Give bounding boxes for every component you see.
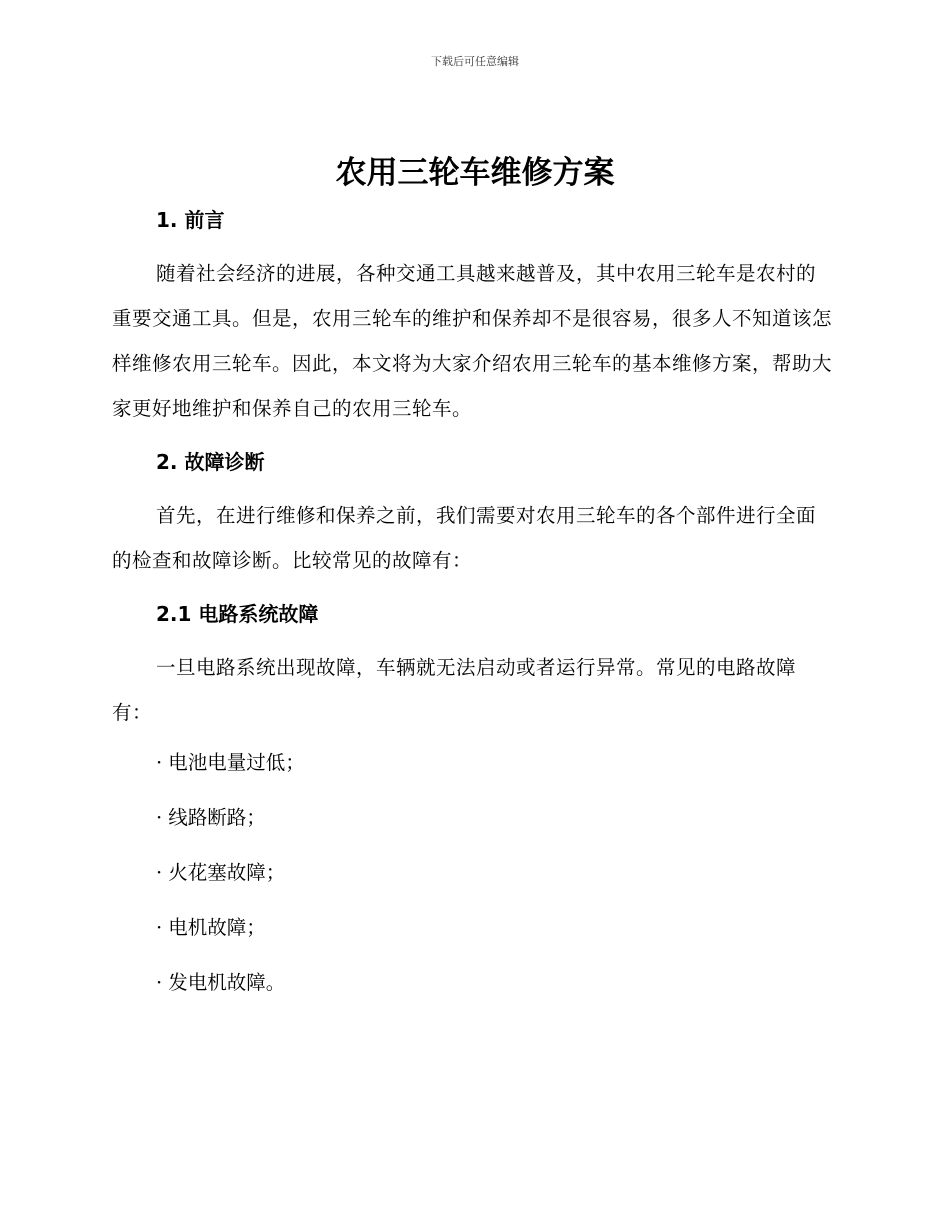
bullet-icon: · <box>156 971 163 994</box>
bullet-icon: · <box>156 861 163 884</box>
section-paragraph-circuit-fault: 一旦电路系统出现故障，车辆就无法启动或者运行异常。常见的电路故障有： <box>112 656 797 724</box>
section-heading-circuit-fault: 2.1 电路系统故障 <box>156 602 319 626</box>
list-item-text: 火花塞故障； <box>168 861 286 884</box>
bullet-icon: · <box>156 751 163 774</box>
section-heading-preface: 1. 前言 <box>156 208 225 232</box>
list-item <box>112 790 832 845</box>
list-item <box>112 735 832 790</box>
list-item-text: 线路断路； <box>168 806 266 829</box>
section-heading-diagnosis: 2. 故障诊断 <box>156 450 265 474</box>
list-item <box>112 955 832 1010</box>
fault-list <box>112 735 832 1010</box>
document-body <box>112 198 832 1010</box>
section-paragraph-diagnosis: 首先，在进行维修和保养之前，我们需要对农用三轮车的各个部件进行全面的检查和故障诊断。比较常见的故障有： <box>112 504 817 572</box>
list-item <box>112 900 832 955</box>
list-item <box>112 845 832 900</box>
document-title: 农用三轮车维修方案 <box>335 155 615 191</box>
section-paragraph-preface: 随着社会经济的进展，各种交通工具越来越普及，其中农用三轮车是农村的重要交通工具。但是，农用三轮车的维护和保养却不是很容易，很多人不知道该怎样维修农用三轮车。因此，本文将为大家介绍农用三轮车的基本维修方案，帮助大家更好地维护和保养自己的农用三轮车。 <box>112 262 833 420</box>
bullet-icon: · <box>156 916 163 939</box>
list-item-text: 电机故障； <box>168 916 266 939</box>
list-item-text: 电池电量过低； <box>168 751 305 774</box>
bullet-icon: · <box>156 806 163 829</box>
list-item-text: 发电机故障。 <box>168 971 286 994</box>
header-note: 下载后可任意编辑 <box>431 55 519 68</box>
